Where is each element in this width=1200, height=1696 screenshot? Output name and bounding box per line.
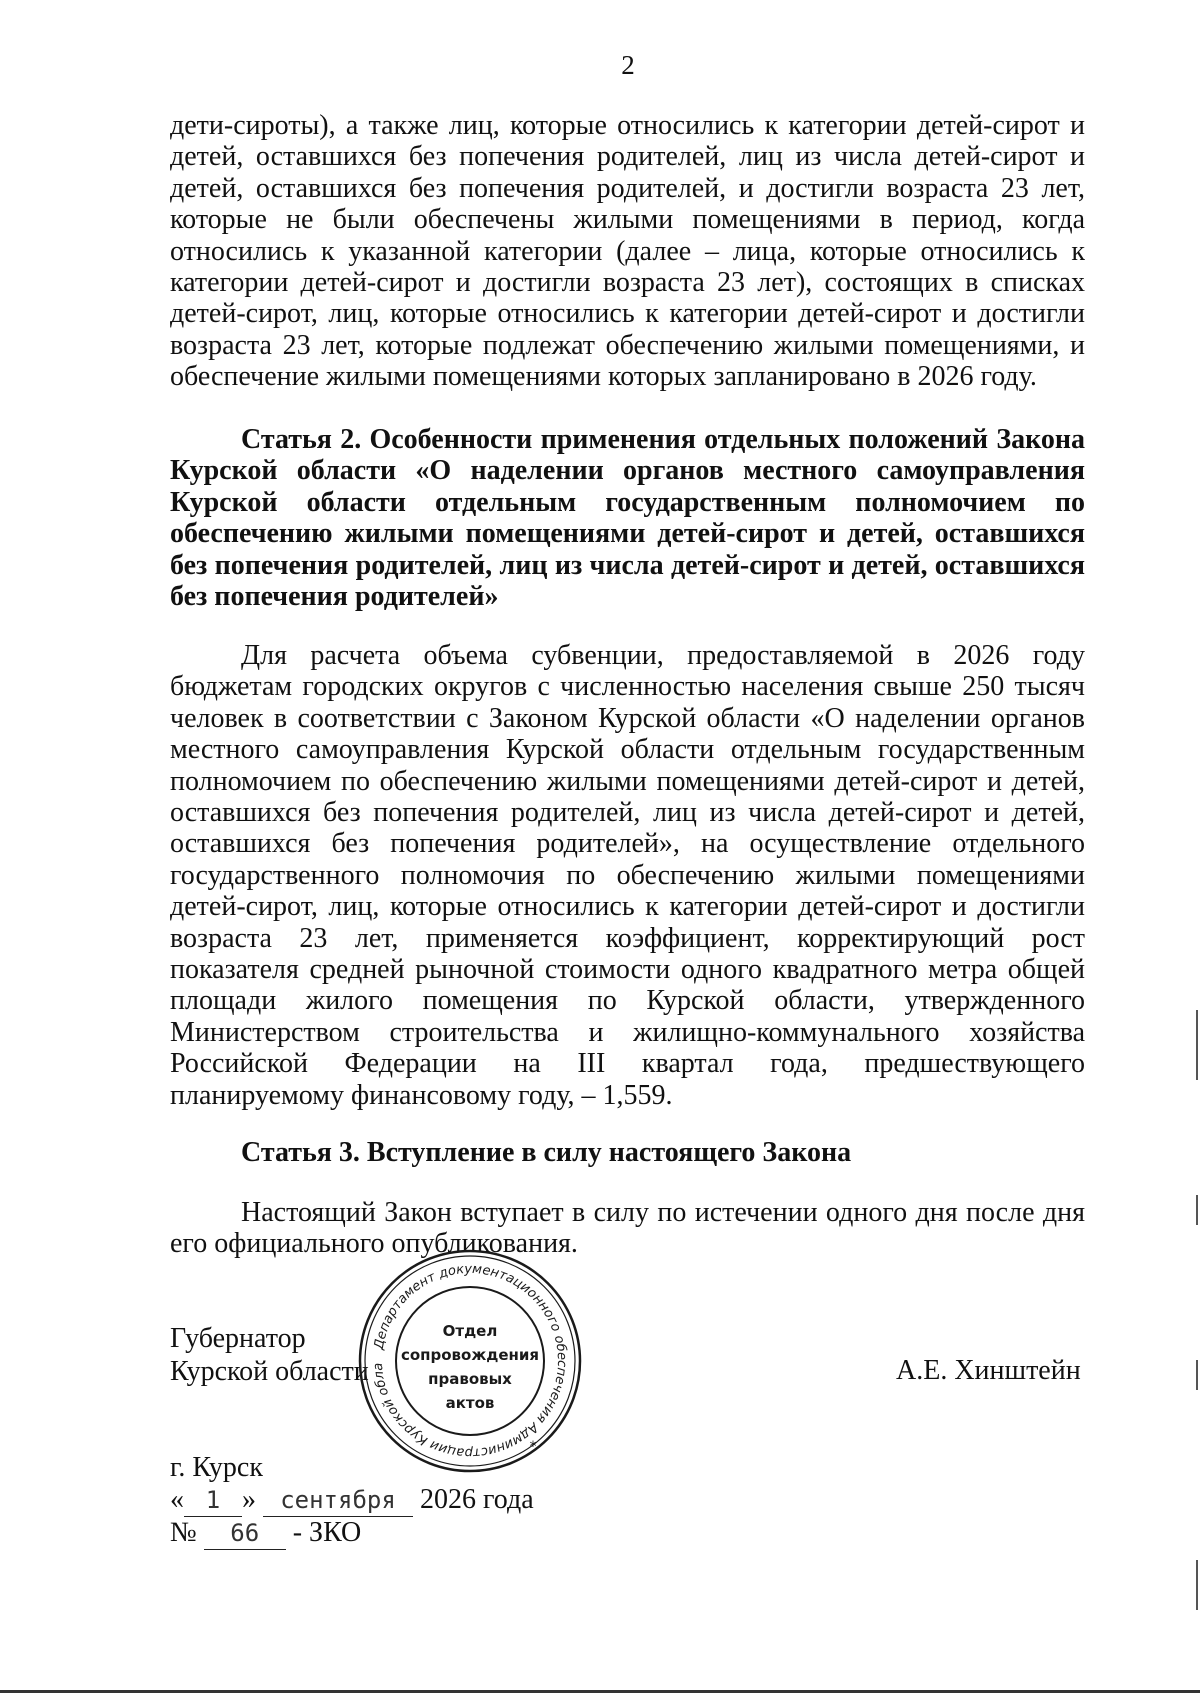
seal-center-line-3: правовых [428, 1370, 512, 1388]
scan-bottom-edge [0, 1690, 1200, 1693]
scan-edge-mark [1196, 1010, 1198, 1080]
seal-center-line-2: сопровождения [400, 1346, 540, 1364]
official-seal [355, 1246, 585, 1476]
date-close-quote: » [242, 1484, 256, 1515]
seal-center-line-4: актов [445, 1394, 495, 1412]
signature-title-line-2: Курской области [170, 1356, 369, 1387]
scan-edge-mark [1196, 1560, 1198, 1610]
signature-title [170, 1322, 369, 1388]
article-2-heading: Статья 2. Особенности применения отдельных положений Закона Курской области «О наделении органов местного самоуправления Курской области отдельным государственным полномочием по обеспечению жилыми помещениями детей-сирот и детей, оставшихся без попечения родителей, лиц из числа детей-сирот и детей, оставшихся без попечения родителей» [170, 424, 1085, 613]
seal-ring-text: Департамент документационного обеспечения Администрации Курской обла [370, 1261, 570, 1461]
scan-edge-mark [1196, 1360, 1198, 1390]
article-2-body: Для расчета объема субвенции, предоставляемой в 2026 году бюджетам городских округов с численностью населения свыше 250 тысяч человек в соответствии с Законом Курской области «О наделении органов местного самоуправления Курской области отдельным государственным полномочием по обеспечению жилыми помещениями детей-сирот и детей, оставшихся без попечения родителей, лиц из числа детей-сирот и детей, оставшихся без попечения родителей», на осуществление отдельного государственного полномочия по обеспечению жилыми помещениями детей-сирот, лиц, которые относились к категории детей-сирот и достигли возраста 23 лет, применяется коэффициент, корректирующий рост показателя средней рыночной стоимости одного квадратного метра общей площади жилого помещения по Курской области, утвержденного Министерством строительства и жилищно-коммунального хозяйства Российской Федерации на III квартал года, предшествующего планируемому финансовому году, – 1,559. [170, 640, 1085, 1111]
number-line [170, 1517, 534, 1550]
article-3-body: Настоящий Закон вступает в силу по истечении одного дня после дня его официального опубликования. [170, 1197, 1085, 1260]
svg-text:*: * [529, 1439, 537, 1455]
date-open-quote: « [170, 1484, 184, 1515]
place-date-block [170, 1452, 534, 1550]
number-value: 66 [204, 1517, 286, 1550]
paragraph-continuation: дети-сироты), а также лиц, которые относились к категории детей-сирот и детей, оставшихся без попечения родителей, лиц из числа детей-сирот и детей, оставшихся без попечения родителей, и достигли возраста 23 лет, которые не были обеспечены жилыми помещениями в период, когда относились к указанной категории (далее – лица, которые относились к категории детей-сирот и достигли возраста 23 лет), состоящих в списках детей-сирот, лиц, которые относились к категории детей-сирот и достигли возраста 23 лет, которые подлежат обеспечению жилыми помещениями, и обеспечение жилыми помещениями которых запланировано в 2026 году. [170, 110, 1085, 393]
number-suffix: - ЗКО [292, 1517, 362, 1548]
date-day: 1 [184, 1484, 242, 1517]
place: г. Курск [170, 1452, 263, 1483]
date-year: 2026 года [420, 1484, 534, 1515]
signature-title-line-1: Губернатор [170, 1323, 306, 1354]
scan-edge-mark [1196, 1195, 1198, 1225]
seal-center-line-1: Отдел [442, 1322, 498, 1340]
governor-name: А.Е. Хинштейн [896, 1355, 1081, 1386]
date-line [170, 1484, 534, 1517]
page-number: 2 [621, 50, 635, 80]
article-3-heading: Статья 3. Вступление в силу настоящего Закона [241, 1137, 852, 1168]
date-month: сентября [263, 1484, 413, 1517]
number-prefix: № [170, 1517, 197, 1548]
